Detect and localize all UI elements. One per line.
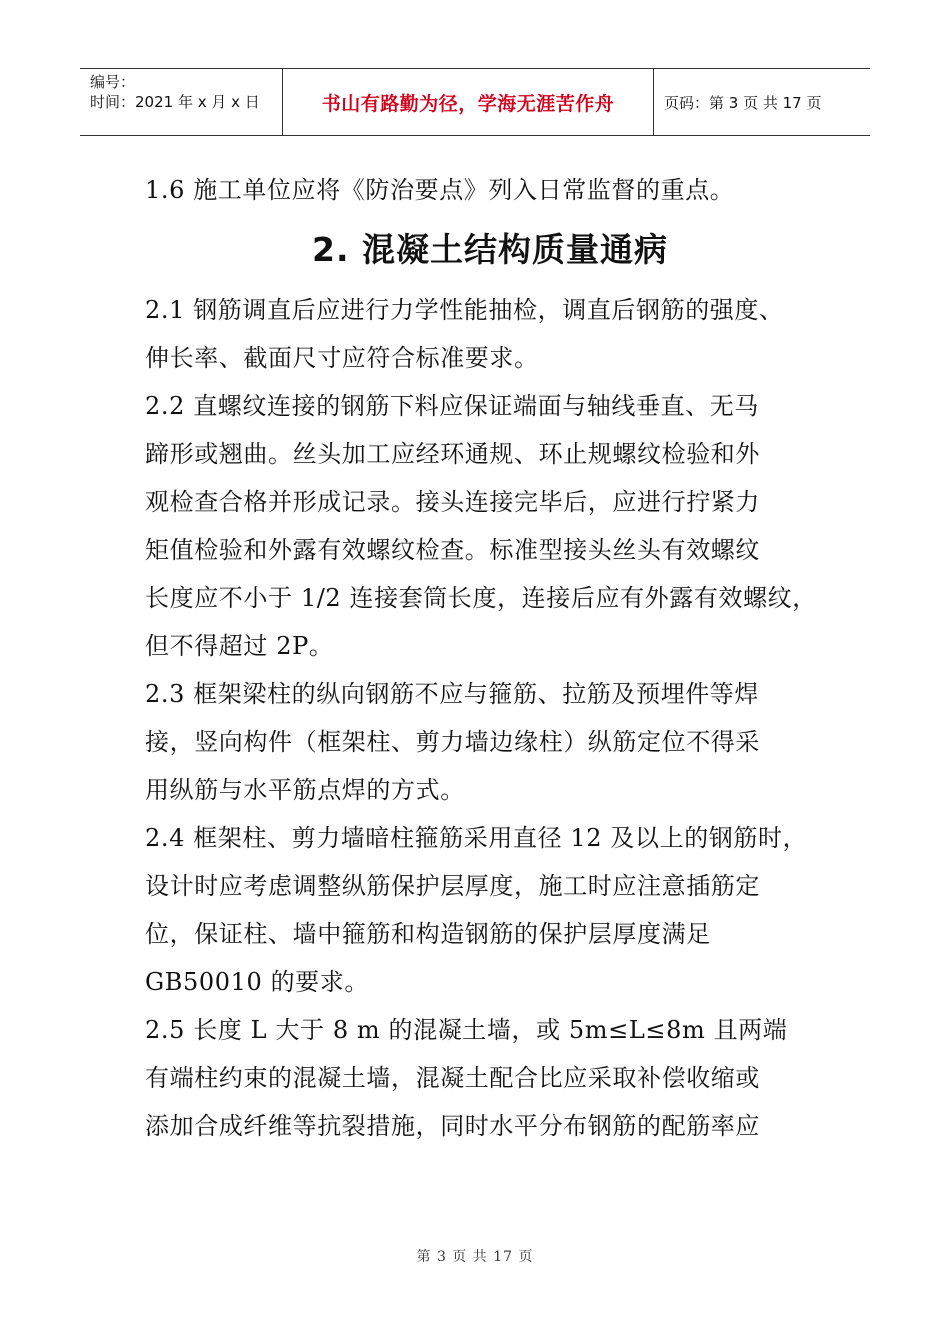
body-line: 矩值检验和外露有效螺纹检查。标准型接头丝头有效螺纹	[145, 536, 760, 564]
body-line: 2.5 长度 L 大于 8 m 的混凝土墙，或 5m≤L≤8m 且两端	[145, 1016, 788, 1044]
body-line: 伸长率、截面尺寸应符合标准要求。	[145, 344, 539, 372]
page-footer: 第 3 页 共 17 页	[416, 1249, 534, 1265]
body-line: 蹄形或翘曲。丝头加工应经环通规、环止规螺纹检验和外	[145, 440, 760, 468]
header-page-cell	[654, 69, 870, 135]
body-line: 2.2 直螺纹连接的钢筋下料应保证端面与轴线垂直、无马	[145, 392, 759, 420]
paragraph-1-6: 1.6 施工单位应将《防治要点》列入日常监督的重点。	[145, 176, 735, 204]
body-line: 设计时应考虑调整纵筋保护层厚度，施工时应注意插筋定	[145, 872, 760, 900]
body-line: 观检查合格并形成记录。接头连接完毕后，应进行拧紧力	[145, 488, 760, 516]
section-title: 2. 混凝土结构质量通病	[312, 230, 668, 269]
body-line: 2.1 钢筋调直后应进行力学性能抽检，调直后钢筋的强度、	[145, 296, 784, 324]
header-motto-cell	[282, 69, 654, 135]
body-line: 位，保证柱、墙中箍筋和构造钢筋的保护层厚度满足	[145, 920, 711, 948]
body-line: 接，竖向构件（框架柱、剪力墙边缘柱）纵筋定位不得采	[145, 728, 760, 756]
number-label: 编号：	[90, 73, 136, 91]
body-line: 2.4 框架柱、剪力墙暗柱箍筋采用直径 12 及以上的钢筋时，	[145, 824, 808, 852]
page-label: 页码：第 3 页 共 17 页	[664, 93, 822, 112]
body-line: 2.3 框架梁柱的纵向钢筋不应与箍筋、拉筋及预埋件等焊	[145, 680, 759, 708]
motto-text: 书山有路勤为径，学海无涯苦作舟	[321, 92, 615, 115]
header-meta	[80, 69, 282, 135]
body-line: 但不得超过 2P。	[145, 632, 334, 660]
document-body	[145, 166, 835, 1150]
time-label: 时间：2021 年 x 月 x 日	[90, 93, 260, 111]
body-line: GB50010 的要求。	[145, 968, 369, 996]
body-line: 用纵筋与水平筋点焊的方式。	[145, 776, 465, 804]
body-line: 添加合成纤维等抗裂措施，同时水平分布钢筋的配筋率应	[145, 1112, 760, 1140]
body-line: 长度应不小于 1/2 连接套筒长度，连接后应有外露有效螺纹，	[145, 584, 817, 612]
page-header	[80, 68, 870, 136]
body-line: 有端柱约束的混凝土墙，混凝土配合比应采取补偿收缩或	[145, 1064, 760, 1092]
